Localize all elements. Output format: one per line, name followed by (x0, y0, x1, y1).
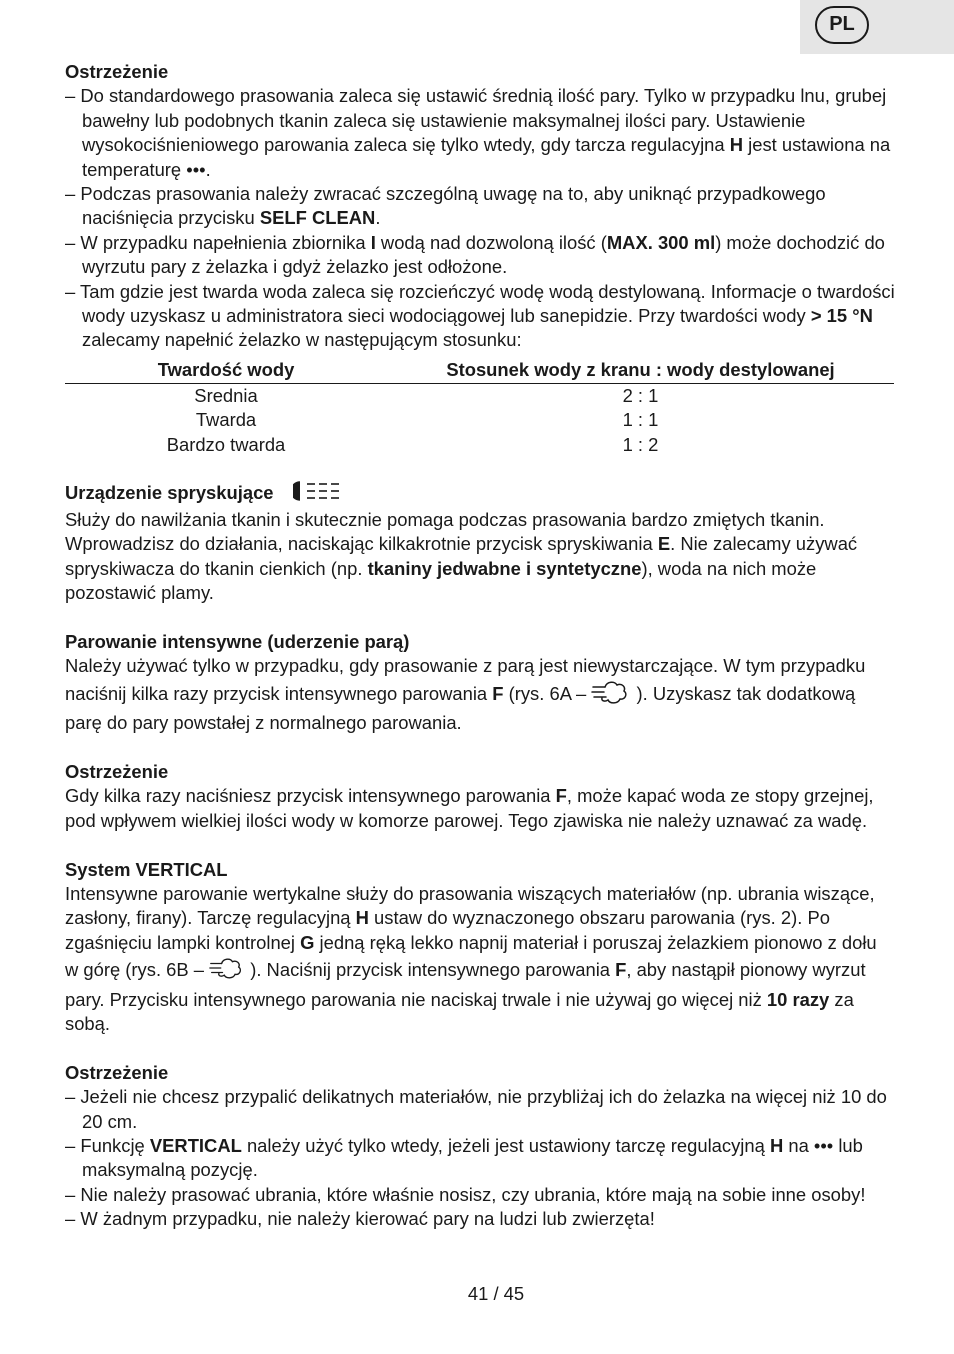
language-badge: PL (815, 6, 869, 44)
table-row (65, 383, 894, 408)
column-header-ratio: Stosunek wody z kranu : wody destylowanej (387, 357, 894, 384)
steam-burst-icon (209, 955, 245, 987)
language-tab (800, 0, 954, 54)
steam-burst-heading: Parowanie intensywne (uderzenie parą) (65, 630, 410, 652)
ratio-cell: 2 : 1 (622, 384, 659, 406)
spray-icon (293, 481, 345, 507)
sprayer-paragraph: Służy do nawilżania tkanin i skutecznie pomaga podczas prasowania bardzo zmiętych tkanin. Wprowadzisz do działania, naciskając kilkakrotnie przycisk spryskiwania E. Nie zalecamy używać spryskiwacza do tkanin cienkich (np. tkaniny jedwabne i syntetyczne), woda na nich może pozostawić plamy. (65, 508, 858, 604)
warning-bullet: – Funkcję VERTICAL należy użyć tylko wtedy, jeżeli jest ustawiony tarczę regulacyjną H na ••• lub maksymalną pozycję. (65, 1134, 863, 1181)
vertical-system-paragraph: Intensywne parowanie wertykalne służy do prasowania wiszących materiałów (np. ubrania wiszące, zasłony, firany). Tarczę regulacyjną H ustaw do wyznaczonego obszaru parowania (rys. 2). Po zgaśnięciu lampki kontrolnej G jedną ręką lekko napnij materiał i poruszaj żelazkiem pionowo z dołu w górę (rys. 6B – ). Naciśnij przycisk intensywnego parowania F, aby nastąpił pionowy wyrzut pary. Przycisku intensywnego parowania nie naciskaj trwale i nie używaj go więcej niż 10 razy za sobą. (65, 882, 877, 1034)
warning-heading: Ostrzeżenie (65, 61, 169, 82)
warning-bullet: – Nie należy prasować ubrania, które właśnie nosisz, czy ubrania, które mają na sobie inne osoby! (65, 1183, 866, 1205)
column-header-hardness: Twardość wody (65, 357, 387, 384)
steam-burst-icon (591, 679, 631, 711)
table-row (65, 433, 894, 457)
table-header-row (65, 357, 894, 384)
warning-bullet: – W przypadku napełnienia zbiornika I wodą nad dozwoloną ilość (MAX. 300 ml) może dochodzić do wyrzutu pary z żelazka i gdyż żelazko jest odłożone. (65, 231, 885, 278)
warning-heading: Ostrzeżenie (65, 1061, 169, 1083)
warning-bullet: – Do standardowego prasowania zaleca się ustawić średnią ilość pary. Tylko w przypadku lnu, grubej bawełny lub podobnych tkanin zaleca się ustawienie maksymalnej ilości pary. Ustawienie wysokociśnieniowego parowania zaleca się tylko wtedy, gdy tarcza regulacyjna H jest ustawiona na temperaturę •••. (65, 85, 891, 180)
hardness-cell: Bardzo twarda (166, 433, 286, 455)
water-hardness-table (65, 357, 894, 457)
warning-bullet: – Tam gdzie jest twarda woda zaleca się rozcieńczyć wodę wodą destylowaną. Informacje o twardości wody uzyskasz u administratora sieci wodociągowej lub sanepidzie. Przy twardości wody > 15 °N zalecamy napełnić żelazko w następującym stosunku: (65, 280, 895, 351)
vertical-system-heading: System VERTICAL (65, 858, 228, 880)
warning-paragraph: Gdy kilka razy naciśniesz przycisk intensywnego parowania F, może kapać woda ze stopy grzejnej, pod wpływem wielkiej ilości wody w komorze parowej. Tego zjawiska nie należy uznawać za wadę. (65, 785, 874, 831)
hardness-cell: Twarda (195, 409, 257, 431)
hardness-cell: Srednia (194, 384, 258, 406)
warning-bullet: – Podczas prasowania należy zwracać szczególną uwagę na to, aby uniknąć przypadkowego naciśnięcia przycisku SELF CLEAN. (65, 183, 826, 229)
page-number: 41 / 45 (467, 1283, 525, 1304)
ratio-cell: 1 : 1 (622, 409, 659, 431)
warning-heading: Ostrzeżenie (65, 760, 169, 782)
sprayer-heading: Urządzenie spryskujące (65, 481, 895, 507)
steam-burst-paragraph: Należy używać tylko w przypadku, gdy prasowanie z parą jest niewystarczające. W tym przypadku naciśnij kilka razy przycisk intensywnego parowania F (rys. 6A – ). Uzyskasz tak dodatkową parę do pary powstałej z normalnego parowania. (65, 655, 866, 734)
table-row (65, 408, 894, 432)
page-content (65, 60, 895, 1232)
warning-bullet: – Jeżeli nie chcesz przypalić delikatnych materiałów, nie przybliżaj ich do żelazka na więcej niż 10 do 20 cm. (65, 1086, 887, 1132)
warning-bullet: – W żadnym przypadku, nie należy kierować pary na ludzi lub zwierzęta! (65, 1208, 655, 1230)
ratio-cell: 1 : 2 (622, 433, 659, 455)
